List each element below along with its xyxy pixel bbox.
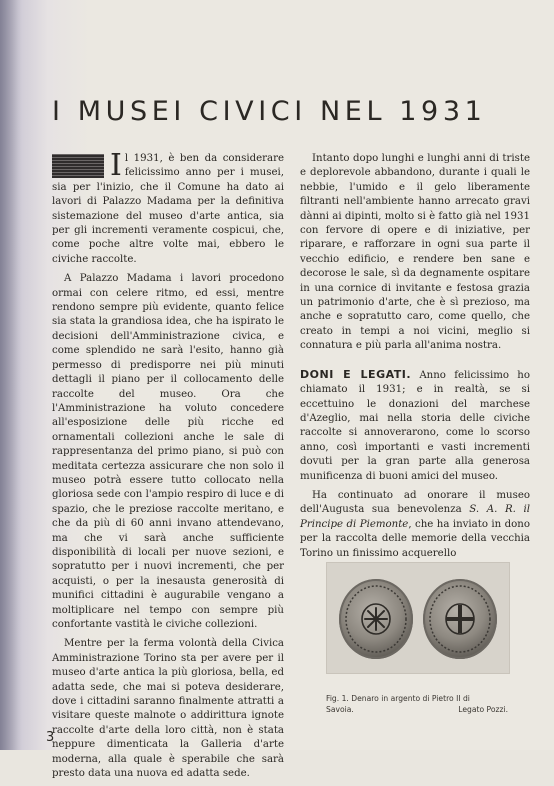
section-heading: DONI E LEGATI. bbox=[300, 367, 412, 381]
caption-line-2-a: Savoia. bbox=[326, 705, 354, 714]
caption-line-2 bbox=[326, 704, 508, 715]
page-number: 3 bbox=[46, 730, 55, 745]
paragraph-6 bbox=[300, 489, 530, 561]
figure-caption bbox=[326, 693, 508, 715]
paragraph-1: l 1931, è ben da considerare felicissimo anno per i musei, sia per l'inizio, che il Comune ha dato ai lavori di Palazzo Madama per la definitiva sistemazione del museo d'arte antica, sia per gli incrementi veramente cospicui, che, come poche altre volte mai, ebbero le civiche raccolte. bbox=[52, 153, 284, 265]
paragraph-6-text-b: , che ha inviato in dono per la raccolta delle memorie della vecchia Torino un finissimo acquerello bbox=[300, 518, 531, 559]
coin-figure bbox=[326, 562, 510, 674]
decorative-bar bbox=[52, 154, 104, 178]
left-column bbox=[52, 148, 284, 786]
paragraph-4: Intanto dopo lunghi e lunghi anni di triste e deplorevole abbandono, durante i quali le nebbie, l'umido e il gelo liberamente filtranti nell'ambiente hanno arrecato gravi dànni ai dipinti, molto si è fatto già nel 1931 con fervore di opere e di iniziative, per riparare, e rafforzare in ogni sua parte il vecchio edificio, e rendere ben sane e decorose le sale, sì da degnamente ospitare in una cornice di invitante e festosa grazia un patrimonio d'arte, che è sì prezioso, ma anche e sopratutto caro, come quello, che creato in tempi a noi vicini, meglio si connatura e più parla all'anima nostra. bbox=[300, 153, 530, 352]
spine-shadow bbox=[0, 0, 22, 750]
paragraph-2: A Palazzo Madama i lavori procedono ormai con celere ritmo, ed essi, mentre rendono sempre più evidente, quanto felice sia stata la grandiosa idea, che ha ispirato le decisioni dell'Amministrazione civica, e come splendido ne sarà l'esito, hanno già permesso di predisporre nei più minuti dettagli il piano per il collocamento delle raccolte del museo. Ora che l'Amministrazione ha voluto concedere all'esposizione delle più ricche ed ornamentali collezioni anche le sale di rappresentanza del primo piano, si può con meditata certezza assicurare che non solo il museo potrà essere tutto collocato nella gloriosa sede con l'ampio respiro di luce e di spazio, che le preziose raccolte meritano, e che da più di 60 anni invano attendevano, ma che vi sarà anche sufficiente disponibilità di locali per nuove sezioni, e sopratutto per i nuovi incrementi, che per acquisti, o per la inesausta generosità di munifici cittadini è augurabile vengano a moltiplicare nel tempo con sempre più confortante vastità le civiche collezioni. bbox=[52, 273, 284, 630]
paragraph-6-text-a: Ha continuato ad onorare il museo dell'Augusta sua benevolenza bbox=[300, 489, 530, 516]
caption-line-2-b: Legato Pozzi. bbox=[458, 705, 508, 714]
coin-reverse-image bbox=[423, 579, 497, 659]
caption-line-1: Fig. 1. Denaro in argento di Pietro II di bbox=[326, 694, 470, 703]
paragraph-6-italic: S. A. R. il Principe di Piemonte bbox=[300, 504, 530, 530]
opening-paragraph-wrap bbox=[52, 148, 284, 267]
coin-obverse-image bbox=[339, 579, 413, 659]
drop-cap: I bbox=[110, 148, 122, 183]
paragraph-3: Mentre per la ferma volontà della Civica Amministrazione Torino sta per avere per il museo d'arte antica la più gloriosa, bella, ed adatta sede, che mai si poteva desiderare, dove i cittadini saranno finalmente attratti a visitare queste malnote o addirittura ignote raccolte d'arte della loro città, non è stata neppure dimenticata la Galleria d'arte moderna, alla quale è sperabile che sarà presto data una nuova ed adatta sede. bbox=[52, 638, 284, 780]
section-paragraph bbox=[300, 368, 530, 484]
page-title: I MUSEI CIVICI NEL 1931 bbox=[52, 96, 487, 127]
right-column bbox=[300, 152, 530, 566]
paragraph-5: Anno felicissimo ho chiamato il 1931; e in realtà, se si eccettuino le donazioni del marchese d'Azeglio, mai nella storia delle civiche raccolte si annoverarono, come lo scorso anno, così importanti e vasti incrementi dovuti per la gran parte alla generosa munificenza di buoni amici del museo. bbox=[300, 369, 530, 482]
